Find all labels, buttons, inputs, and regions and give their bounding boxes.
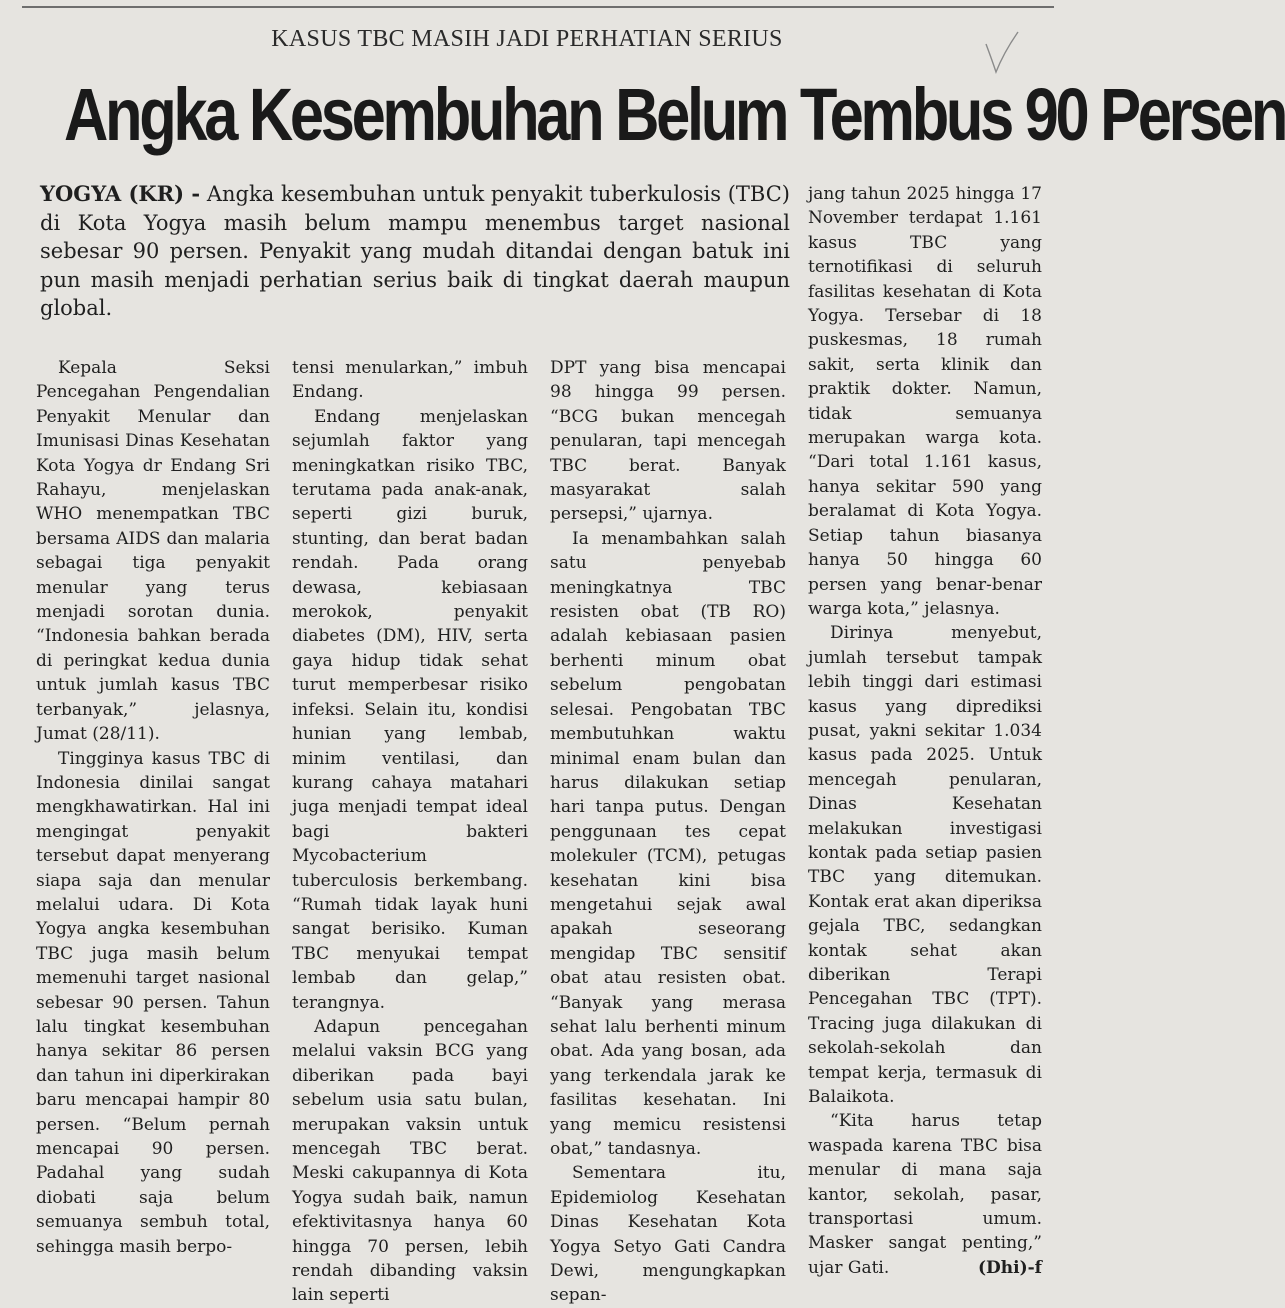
- headline: Angka Kesembuhan Belum Tembus 90 Persen: [64, 73, 1285, 156]
- paragraph: Tingginya kasus TBC di Indonesia dinilai sangat mengkhawatirkan. Hal ini mengingat penyakit tersebut dapat menyerang siapa saja dan menular melalui udara. Di Kota Yogya angka kesembuhan TBC juga masih belum memenuhi target nasional sebesar 90 persen. Tahun lalu tingkat kesembuhan hanya sekitar 86 persen dan tahun ini diperkirakan baru mencapai hampir 80 persen. “Belum pernah mencapai 90 persen. Padahal yang sudah diobati saja belum semuanya sembuh total, sehingga masih berpo-: [36, 748, 270, 1257]
- paragraph: jang tahun 2025 hingga 17 November terdapat 1.161 kasus TBC yang ternotifikasi di seluruh fasilitas kesehatan di Kota Yogya. Tersebar di 18 puskesmas, 18 rumah sakit, serta klinik dan praktik dokter. Namun, tidak semuanya merupakan warga kota. “Dari total 1.161 kasus, hanya sekitar 590 yang beralamat di Kota Yogya. Setiap tahun biasanya hanya 50 hingga 60 persen yang benar-benar warga kota,” jelasnya.: [808, 184, 1042, 619]
- paragraph: [808, 1109, 1042, 1280]
- lead-paragraph: [40, 180, 790, 323]
- paragraph: DPT yang bisa mencapai 98 hingga 99 persen. “BCG bukan mencegah penularan, tapi mencegah TBC berat. Banyak masyarakat salah persepsi,” ujarnya.: [550, 358, 786, 525]
- paragraph: Ia menambahkan salah satu penyebab meningkatnya TBC resisten obat (TB RO) adalah kebiasaan pasien berhenti minum obat sebelum pengobatan selesai. Pengobatan TBC membutuhkan waktu minimal enam bulan dan harus dilakukan setiap hari tanpa putus. Dengan penggunaan tes cepat molekuler (TCM), petugas kesehatan kini bisa mengetahui sejak awal apakah seseorang mengidap TBC sensitif obat atau resisten obat. “Banyak yang merasa sehat lalu berhenti minum obat. Ada yang bosan, ada yang terkendala jarak ke fasilitas kesehatan. Ini yang memicu resistensi obat,” tandasnya.: [550, 528, 786, 1159]
- paragraph: tensi menularkan,” imbuh Endang.: [292, 358, 528, 403]
- paragraph: Dirinya menyebut, jumlah tersebut tampak lebih tinggi dari estimasi kasus yang diprediksi pusat, yakni sekitar 1.034 kasus pada 2025. Untuk mencegah penularan, Dinas Kesehatan melakukan investigasi kontak pada setiap pasien TBC yang ditemukan. Kontak erat akan diperiksa gejala TBC, sedangkan kontak sehat akan diberikan Terapi Pencegahan TBC (TPT). Tracing juga dilakukan di sekolah-sekolah dan tempat kerja, termasuk di Balaikota.: [808, 623, 1042, 1108]
- lead-text: Angka kesembuhan untuk penyakit tuberkulosis (TBC) di Kota Yogya masih belum mampu menembus target nasional sebesar 90 persen. Penyakit yang mudah ditandai dengan batuk ini pun masih menjadi perhatian serius baik di tingkat daerah maupun global.: [40, 182, 791, 320]
- paragraph: Adapun pencegahan melalui vaksin BCG yang diberikan pada bayi sebelum usia satu bulan, merupakan vaksin untuk mencegah TBC berat. Meski cakupannya di Kota Yogya sudah baik, namun efektivitasnya hanya 60 hingga 70 persen, lebih rendah dibanding vaksin lain seperti: [292, 1016, 528, 1306]
- article-column-3: [550, 356, 786, 1308]
- paragraph: Endang menjelaskan sejumlah faktor yang meningkatkan risiko TBC, terutama pada anak-anak, seperti gizi buruk, stunting, dan berat badan rendah. Pada orang dewasa, kebiasaan merokok, penyakit diabetes (DM), HIV, serta gaya hidup tidak sehat turut memperbesar risiko infeksi. Selain itu, kondisi hunian yang lembab, minim ventilasi, dan kurang cahaya matahari juga menjadi tempat ideal bagi bakteri Mycobacterium tuberculosis berkembang. “Rumah tidak layak huni sangat berisiko. Kuman TBC menyukai tempat lembab dan gelap,” terangnya.: [292, 406, 528, 1013]
- article-column-2: [292, 356, 528, 1308]
- paragraph-text: “Kita harus tetap waspada karena TBC bisa menular di mana saja kantor, sekolah, pasar, transportasi umum. Masker sangat penting,” ujar Gati.: [808, 1111, 1042, 1278]
- paragraph: Sementara itu, Epidemiolog Kesehatan Dinas Kesehatan Kota Yogya Setyo Gati Candra Dewi, mengungkapkan sepan-: [550, 1163, 786, 1306]
- author-signature: (Dhi)-f: [977, 1257, 1042, 1278]
- kicker: KASUS TBC MASIH JADI PERHATIAN SERIUS: [271, 26, 783, 52]
- paragraph: Kepala Seksi Pencegahan Pengendalian Penyakit Menular dan Imunisasi Dinas Kesehatan Kota Yogya dr Endang Sri Rahayu, menjelaskan WHO menempatkan TBC bersama AIDS dan malaria sebagai tiga penyakit menular yang terus menjadi sorotan dunia. “Indonesia bahkan berada di peringkat kedua dunia untuk jumlah kasus TBC terbanyak,” jelasnya, Jumat (28/11).: [36, 358, 270, 745]
- article-column-4: [808, 182, 1042, 1280]
- article-column-1: [36, 356, 270, 1259]
- top-rule: [22, 6, 1054, 8]
- check-mark-icon: [982, 30, 1022, 76]
- dateline: YOGYA (KR) -: [40, 181, 201, 206]
